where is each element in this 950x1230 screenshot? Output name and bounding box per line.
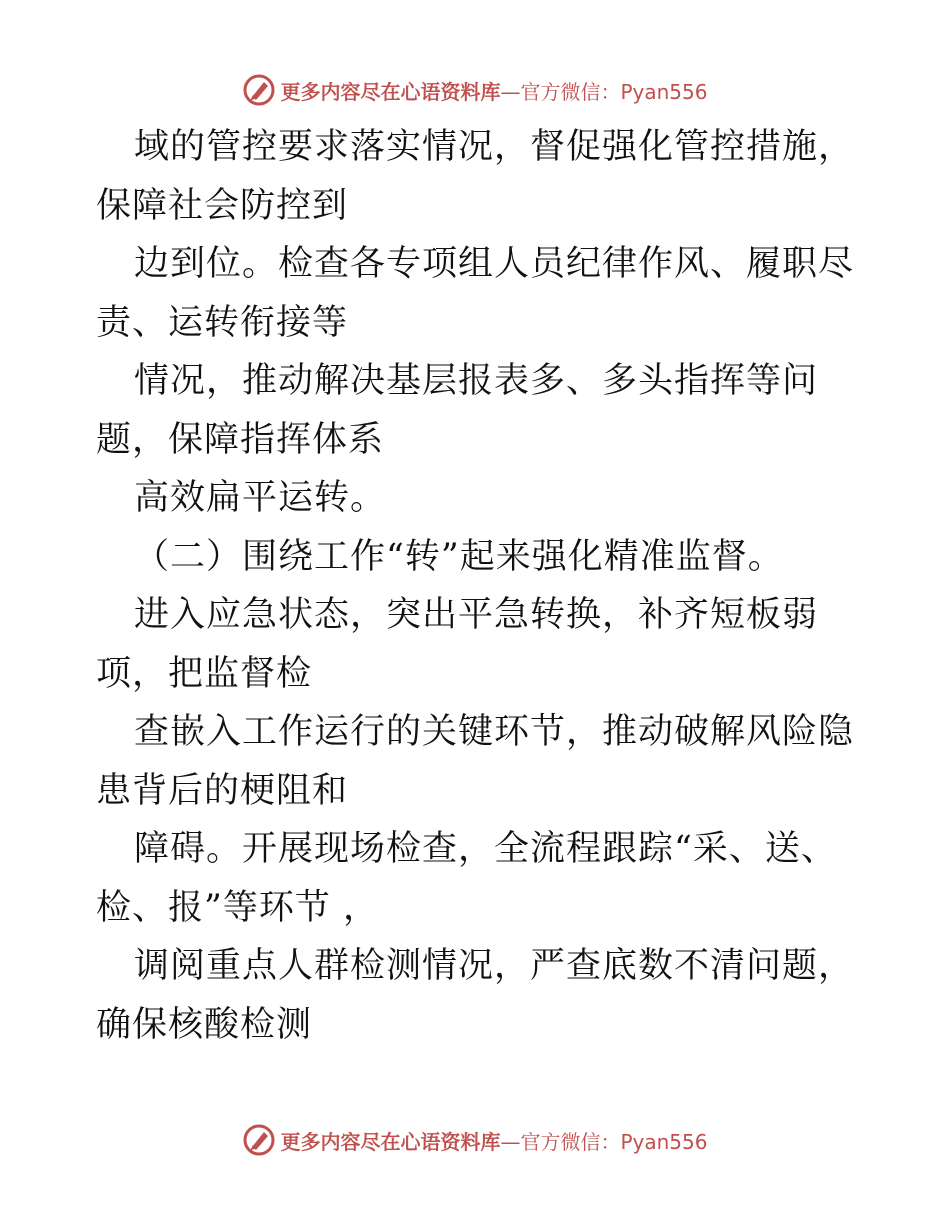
paragraph: 进入应急状态，突出平急转换，补齐短板弱项，把监督检 [96,595,819,694]
pen-nib-logo-icon [242,73,276,107]
pen-nib-logo-icon [242,1123,276,1157]
banner-main-text: 更多内容尽在心语资料库 [280,79,501,104]
banner-text [280,1126,707,1155]
banner-wechat-text: —官方微信：Pyan556 [500,1129,708,1154]
paragraph: 高效扁平运转。 [134,478,387,518]
paragraph: 边到位。检查各专项组人员纪律作风、履职尽责、运转衔接等 [96,244,855,343]
section-heading: （二）围绕工作“转”起来强化精准监督。 [134,536,784,577]
paragraph: 查嵌入工作运行的关键环节，推动破解风险隐患背后的梗阻和 [96,712,855,811]
paragraph: 障碍。开展现场检查，全流程跟踪“采、送、检、报”等环节 ， [96,829,837,928]
body-text [96,118,856,1054]
paragraph: 调阅重点人群检测情况，严查底数不清问题，确保核酸检测 [96,946,855,1045]
banner-main-text: 更多内容尽在心语资料库 [280,1129,501,1154]
footer-banner [0,1120,950,1160]
banner-wechat-text: —官方微信：Pyan556 [500,79,708,104]
header-banner [0,70,950,110]
banner-text [280,76,707,105]
paragraph: 情况，推动解决基层报表多、多头指挥等问题，保障指挥体系 [96,361,819,460]
paragraph: 域的管控要求落实情况，督促强化管控措施，保障社会防控到 [96,127,855,226]
